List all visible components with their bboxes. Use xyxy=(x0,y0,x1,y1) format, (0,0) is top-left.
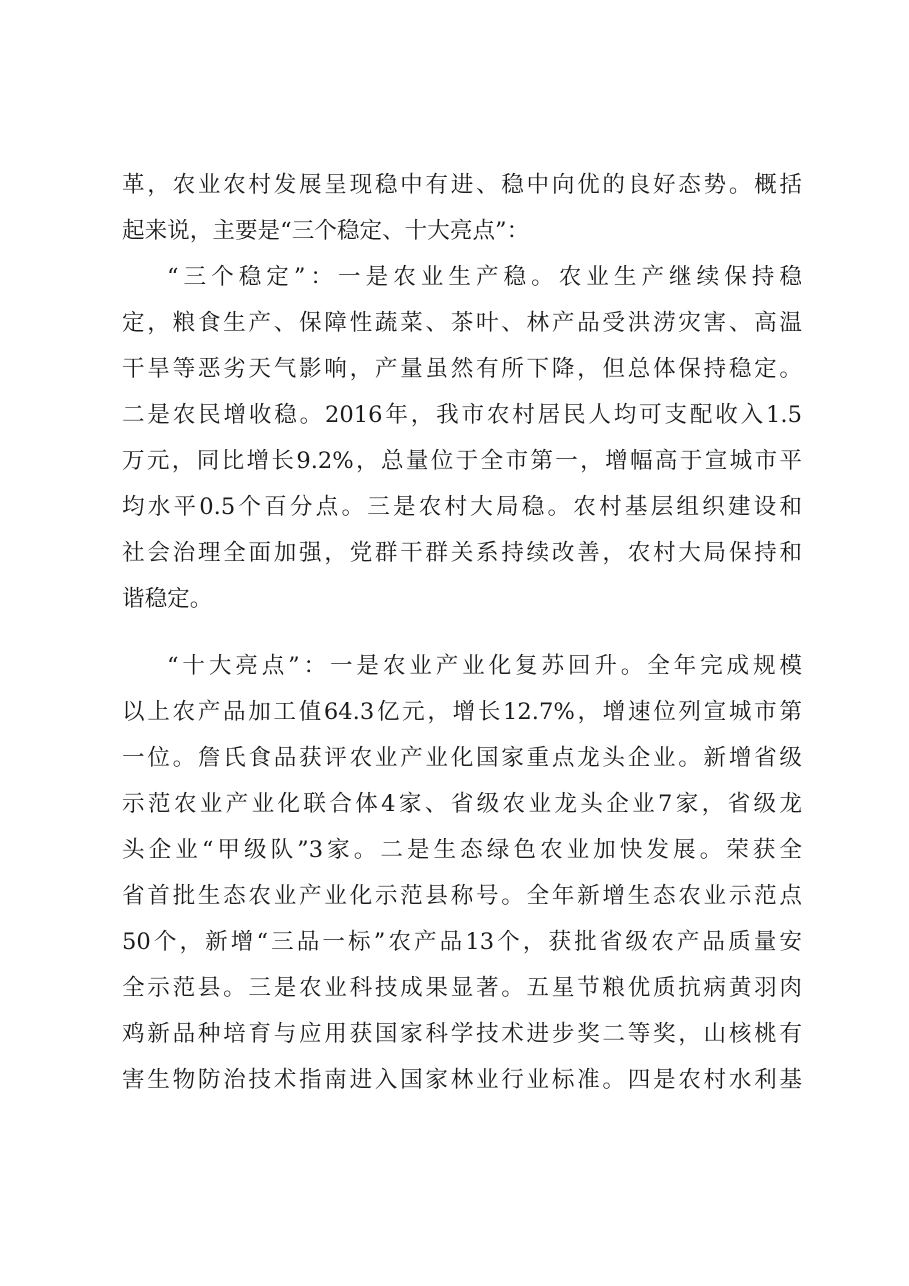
text-line: 头企业“甲级队”3家。二是生态绿色农业加快发展。荣获全 xyxy=(122,837,802,863)
text-line: 示范农业产业化联合体4家、省级农业龙头企业7家，省级龙 xyxy=(122,791,802,817)
text-line: 一位。詹氏食品获评农业产业化国家重点龙头企业。新增省级 xyxy=(122,745,802,771)
text-line: 二是农民增收稳。2016年，我市农村居民人均可支配收入1.5 xyxy=(122,402,802,428)
text-line: 50个，新增“三品一标”农产品13个，获批省级农产品质量安 xyxy=(122,929,802,955)
text-line: 全示范县。三是农业科技成果显著。五星节粮优质抗病黄羽肉 xyxy=(122,975,802,1001)
text-line: 社会治理全面加强，党群干群关系持续改善，农村大局保持和 xyxy=(122,540,802,566)
text-line: 均水平0.5个百分点。三是农村大局稳。农村基层组织建设和 xyxy=(122,494,802,520)
text-line: 革，农业农村发展呈现稳中有进、稳中向优的良好态势。概括 xyxy=(122,172,802,198)
text-line: 万元，同比增长9.2%，总量位于全市第一，增幅高于宣城市平 xyxy=(122,448,802,474)
text-line: 定，粮食生产、保障性蔬菜、茶叶、林产品受洪涝灾害、高温 xyxy=(122,310,802,336)
text-line: 以上农产品加工值64.3亿元，增长12.7%，增速位列宣城市第 xyxy=(122,699,802,725)
text-line: 鸡新品种培育与应用获国家科学技术进步奖二等奖，山核桃有 xyxy=(122,1021,802,1047)
text-line: 起来说，主要是“三个稳定、十大亮点”： xyxy=(122,218,530,244)
paragraph-first-line: “十大亮点”：一是农业产业化复苏回升。全年完成规模 xyxy=(167,653,802,679)
text-line: 干旱等恶劣天气影响，产量虽然有所下降，但总体保持稳定。 xyxy=(122,356,802,382)
text-line: 谐稳定。 xyxy=(122,586,213,612)
text-line: 害生物防治技术指南进入国家林业行业标准。四是农村水利基 xyxy=(122,1067,802,1093)
paragraph-first-line: “三个稳定”：一是农业生产稳。农业生产继续保持稳 xyxy=(167,264,802,290)
text-line: 省首批生态农业产业化示范县称号。全年新增生态农业示范点 xyxy=(122,883,802,909)
